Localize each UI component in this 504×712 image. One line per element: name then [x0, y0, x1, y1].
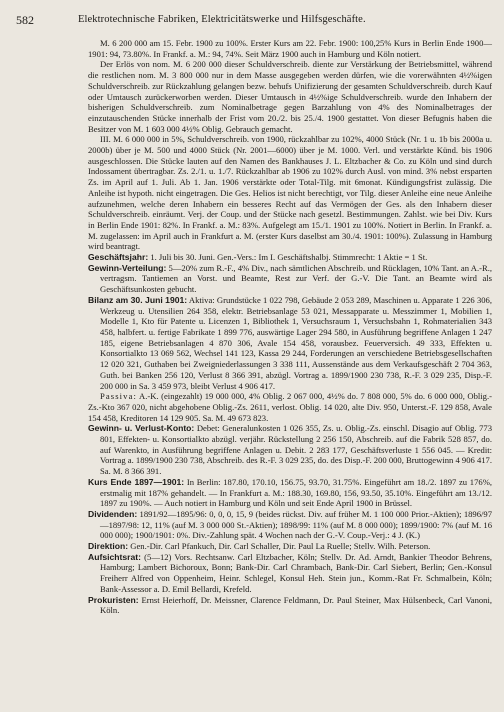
paragraph-kurs: M. 6 200 000 am 15. Febr. 1900 zu 100%. Erster Kurs am 22. Febr. 1900: 100,25% Kurs in Berlin Ende 1900—1901: 94, 73.80%. In Frankf. a. M.: 94, 74%. Seit März 1900 auch in Hamburg und Köln notiert.	[88, 38, 492, 59]
entry-text: Debet: Generalunkosten 1 026 355, Zs. u. Oblig.-Zs. einschl. Disagio auf Oblig. 773 801, Effekten- u. Konsortialkto abzügl. verjähr. Rückstellung 2 256 150, Abschreib. auf die Fabrik 528 857, do. auf Warenkto, in Ausführung begriffene Anlagen u. Debit. 2 283 177, Geschäftsverluste 1 556 045. — Kredit: Vortrag a. 1899/1900 230 738, Abschreib. des R.-F. 3 029 235, do. des Disp.-F. 200 000, Bruttogewinn 4 906 417. Sa. M. 8 366 391.	[100, 423, 492, 477]
entry-paragraph	[88, 252, 492, 263]
entry-paragraph	[88, 263, 492, 295]
entry-text: Ernst Heierhoff, Dr. Meissner, Clarence Feldmann, Dr. Paul Steiner, Max Hülsenbeck, Carl Vanoni, Köln.	[100, 594, 492, 616]
entry-term: Prokuristen:	[88, 594, 139, 605]
entries-list	[88, 252, 492, 616]
running-head: Elektrotechnische Fabriken, Elektricitätswerke und Hilfsgeschäfte.	[78, 14, 366, 25]
body-text	[88, 38, 492, 616]
entry-term: Geschäftsjahr:	[88, 252, 149, 263]
entry-paragraph	[88, 391, 492, 423]
page-number: 582	[16, 13, 34, 27]
entry-paragraph	[88, 595, 492, 616]
entry-text: A.-K. (eingezahlt) 19 000 000, 4% Oblig. 2 067 000, 4½% do. 7 808 000, 5% do. 6 000 000, Oblig.-Zs.-Kto 367 020, nicht abgehobene Oblig.-Zs. 2611, verlost. Oblig. 14 020, alte Div. 950, Unterst.-F. 129 858, Avale 154 458, Kreditoren 14 129 905. Sa. M. 49 673 823.	[88, 391, 492, 423]
entry-term: Gewinn- u. Verlust-Konto:	[88, 423, 195, 434]
entry-text: 1891/92—1895/96: 0, 0, 0, 15, 9 (beides rückst. Div. auf früher M. 1 100 000 Prior.-Aktien); 1896/97—1897/98: 12, 11% (auf M. 3 000 000 St.-Aktien); 1898/99: 11% (auf M. 8 000 000); 1899/1900: 7% (auf M. 16 000 000); 1900/1901: 0%. Div.-Zahlung spät. 4 Wochen nach der G.-V. Coup.-Verj.: 4 J. (K.)	[100, 508, 492, 541]
entry-term: Bilanz am 30. Juni 1901:	[88, 294, 188, 305]
entry-paragraph	[88, 295, 492, 391]
entry-term: Direktion:	[88, 541, 129, 552]
paragraph-erloes: Der Erlös von nom. M. 6 200 000 dieser Schuldverschreib. diente zur Verstärkung der Betriebsmittel, während die restlichen nom. M. 3 800 000 nur in dem Masse ausgegeben werden dürfen, wie die vorerwähnten 4½%igen Schuldverschreib. zur Rückzahlung gelangen bezw. behufs Unifizierung der gesamten Schuldverschreib. durch Kauf oder Umtausch zurückerworben werden. Dieser Umtausch in 4½%ige Schuldverschreib. wurde den Inhabern der bisherigen Schuldverschreib. zum Nominalbetrage gegen Barzahlung von 4% des Nominalbetrages der einzutauschenden Stücke innerhalb der Frist vom 20./2. bis 25./4. 1900 gestattet. Von dieser Befugnis haben die Besitzer von M. 1 603 000 4½% Oblig. Gebrauch gemacht.	[88, 59, 492, 134]
entry-spaced-label: Passiva:	[100, 391, 137, 402]
entry-term: Aufsichtsrat:	[88, 551, 142, 562]
entry-text: Aktiva: Grundstücke 1 022 798, Gebäude 2 053 289, Maschinen u. Apparate 1 226 306, Werkzeug u. Utensilien 264 358, elektr. Betriebsanlage 53 021, Messapparate u. Messzimmer 1, Mobilien 1, Modelle 1, Kto für Patente u. Licenzen 1, Bibliothek 1, Versuchsraum 1, Versuchsbahn 1, Rohmaterialien 343 458, halbfert. u. fertige Fabrikate 1 899 776, auswärtige Lager 294 580, in Ausführung begriffene Anlagen 1 247 185, eigene Betriebsanlagen 4 870 306, Avale 154 458, vorausbez. Feuerversich. 49 333, Effekten u. Konsortialkto 13 069 562, Wechsel 141 123, Kassa 29 244, Forderungen an verschiedene Betriebsgesellschaften 12 020 321, Guthaben bei Zweigniederlassungen 3 338 111, Aussenstände aus dem Verkaufsgeschäft 2 704 363, Guth. bei Banken 256 120, Verlust 8 366 391, abzügl. Vortrag a. 1899/1900 230 738, R.-F. 3 029 235, Disp.-F. 200 000 in Sa. 3 459 973, bleibt Verlust 4 906 417.	[100, 294, 492, 391]
entry-paragraph	[88, 477, 492, 509]
page-header	[16, 13, 490, 27]
entry-term: Kurs Ende 1897—1901:	[88, 476, 185, 487]
entry-paragraph	[88, 509, 492, 541]
entry-term: Gewinn-Verteilung:	[88, 262, 167, 273]
entry-paragraph	[88, 541, 492, 552]
paragraph-anleihe-iii: III. M. 6 000 000 in 5%, Schuldverschreib. von 1900, rückzahlbar zu 102%, 4000 Stück (Nr. 1 u. 1b bis 2000a u. 2000b) über je M. 500 und 4000 Stück (Nr. 2001—6000) über je M. 1000. Verl. und verstärkte Künd. bis 1906 ausgeschlossen. Die Stücke lauten auf den Namen des Bankhauses J. L. Eltzbacher & Co. zu Köln und sind durch Indossament übertragbar. Zs. 2./1. u. 1./7. Rückzahlbar ab 1906 zu 102% durch Ausl. von mind. 3% nebst ersparten Zs. im April auf 1. Juli. Ab 1. Jan. 1906 verstärkte oder Total-Tilg. mit 6monat. Kündigungsfrist zulässig. Die Anleihe ist hypoth. nicht eingetragen. Die Ges. Helios ist nicht berechtigt, vor Tilg. dieser Anleihe eine neue Anleihe aufzunehmen, welche deren Inhabern ein besseres Recht auf das Vermögen der Ges. als den Inhabern dieser Schuldverschreib. einräumt. Verj. der Coup. und der Stücke nach gesetzl. Bestimmungen. Zahlst. wie bei Div. Kurs in Berlin Ende 1901: 82%. In Frankf. a. M.: 83%. Aufgelegt am 15./1. 1901 zu 100%. Notiert in Berlin. In Frankf. a. M. zugelassen: im April auch in Frankfurt a. M. (erster Kurs daselbst am 30./4. 1901: 100%). Zulassung in Hamburg wird beantragt.	[88, 134, 492, 252]
entry-text: Gen.-Dir. Carl Pfankuch, Dir. Carl Schaller, Dir. Paul La Ruelle; Stellv. Wilh. Peterson.	[128, 541, 431, 552]
entry-text: 5—20% zum R.-F., 4% Div., nach sämtlichen Abschreib. und Rücklagen, 10% Tant. an A.-R., vertragsm. Tantiemen an Vorst. und Beamte, Rest zur Verf. der G.-V. Die Tant. an Beamte wird als Geschäftsunkosten gebucht.	[100, 262, 492, 295]
entry-text: 1. Juli bis 30. Juni. Gen.-Vers.: Im I. Geschäftshalbj. Stimmrecht: 1 Aktie = 1 St.	[148, 252, 428, 263]
entry-text: (5—12) Vors. Rechtsanw. Carl Eltzbacher, Köln; Stellv. Dr. Ad. Arndt, Bankier Theodor Behrens, Hamburg; Lambert Bichoroux, Bonn; Bank-Dir. Carl Chrambach, Bank-Dir. Carl Siebert, Berlin; Gen.-Konsul Freiherr Alfred von Oppenheim, Heinr. Schlegel, Konsul Heh. Stein jun., Komm.-Rat Fr. Schmalbein, Köln; Bank-Assessor a. D. Emil Bellardi, Krefeld.	[100, 551, 492, 594]
entry-paragraph	[88, 552, 492, 595]
entry-paragraph	[88, 423, 492, 477]
entry-text: In Berlin: 187.80, 170.10, 156.75, 93.70, 31.75%. Eingeführt am 18./2. 1897 zu 176%, erstmalig mit 187% gehandelt. — In Frankfurt a. M.: 188.30, 169.80, 156, 93.50, 35.10%. Eingeführt am 13./12. 1897 zu 190%. — Auch notiert in Hamburg und Köln und seit Ende April 1900 in Brüssel.	[100, 476, 492, 509]
entry-term: Dividenden:	[88, 508, 138, 519]
